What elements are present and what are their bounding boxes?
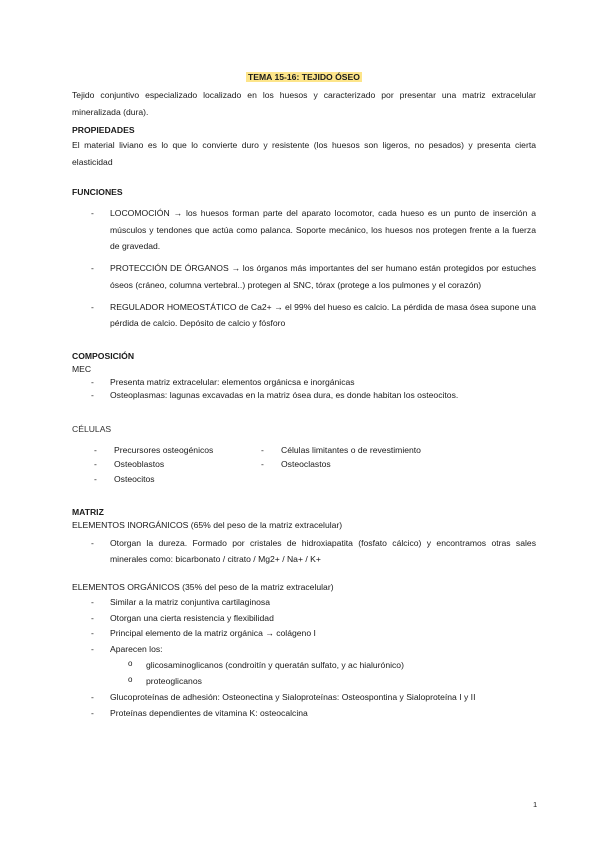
list-item: - Presenta matriz extracelular: elementos orgánicsa e inorgánicas	[91, 377, 355, 388]
section-heading-matriz: MATRIZ	[72, 507, 104, 518]
propiedades-text: El material liviano es lo que lo convierte duro y resistente (los huesos son ligeros, no pesados) y presenta cierta elasticidad	[72, 140, 536, 167]
page-title: TEMA 15-16: TEJIDO ÓSEO	[248, 72, 360, 82]
inorganicos-label: ELEMENTOS INORGÁNICOS (65% del peso de la matriz extracelular)	[72, 520, 343, 531]
celulas-label: CÉLULAS	[72, 423, 112, 434]
page-number: 1	[533, 800, 538, 809]
organicos-label: ELEMENTOS ORGÁNICOS (35% del peso de la matriz extracelular)	[72, 582, 334, 593]
list-item: - Osteoplasmas: lagunas excavadas en la matriz ósea dura, es donde habitan los osteocitos.	[91, 390, 459, 401]
circle-bullet-icon: o	[128, 659, 133, 669]
section-heading-funciones: FUNCIONES	[72, 186, 123, 197]
mec-list	[72, 376, 536, 403]
list-item: - PROTECCIÓN DE ÓRGANOS → los órganos más importantes del ser humano están protegidos por estuches óseos (cráneo, columna vertebral..) protegen al SNC, tórax (protege a los pulmones y el corazón)	[91, 263, 536, 290]
list-item: - Otorgan la dureza. Formado por cristales de hidroxiapatita (fosfato cálcico) y encontramos otras sales minerales como: bicarbonato / citrato / Mg2+ / Na+ / K+	[91, 537, 536, 564]
list-item: - Glucoproteínas de adhesión: Osteonectina y Sialoproteínas: Osteospontina y Sialoproteína I y II	[91, 691, 476, 702]
section-heading-composicion: COMPOSICIÓN	[72, 350, 135, 361]
mec-label: MEC	[72, 363, 92, 374]
celulas-list	[72, 444, 536, 486]
list-item: - Precursores osteogénicos	[94, 445, 214, 456]
list-item: - Principal elemento de la matriz orgánica → colágeno I	[91, 628, 316, 639]
inorganicos-list	[72, 535, 536, 568]
list-item: o glicosaminoglicanos (condroitín y queratán sulfato, y ac hialurónico)	[128, 659, 404, 671]
intro-paragraph: Tejido conjuntivo especializado localizado en los huesos y caracterizado por presentar una matriz extracelular mineralizada (dura).	[72, 90, 536, 117]
list-item: - Otorgan una cierta resistencia y flexibilidad	[91, 612, 274, 623]
organicos-sublist	[72, 658, 536, 690]
list-item: - LOCOMOCIÓN → los huesos forman parte del aparato locomotor, cada hueso es un punto de inserción a músculos y tendones que actúa como palanca. Soporte mecánico, los huesos nos protegen frente a la fuerza de gravedad.	[91, 208, 536, 251]
list-item: - Osteoclastos	[261, 459, 331, 470]
list-item: - Proteínas dependientes de vitamina K: osteocalcina	[91, 707, 308, 718]
funciones-list	[72, 205, 536, 331]
list-item: - Osteoblastos	[94, 459, 165, 470]
list-item: - REGULADOR HOMEOSTÁTICO de Ca2+ → el 99% del hueso es calcio. La pérdida de masa ósea supone una pérdida de calcio. Depósito de calcio y fósforo	[91, 301, 536, 329]
list-item: - Células limitantes o de revestimiento	[261, 445, 421, 456]
list-item: o proteoglicanos	[128, 675, 202, 687]
organicos-list	[72, 595, 536, 659]
list-item: - Osteocitos	[94, 473, 155, 484]
list-item: - Similar a la matriz conjuntiva cartilaginosa	[91, 596, 271, 607]
document-content	[72, 71, 536, 722]
circle-bullet-icon: o	[128, 675, 133, 685]
organicos-list-continued	[72, 690, 536, 722]
list-item: - Aparecen los:	[91, 644, 163, 655]
section-heading-propiedades: PROPIEDADES	[72, 124, 135, 135]
